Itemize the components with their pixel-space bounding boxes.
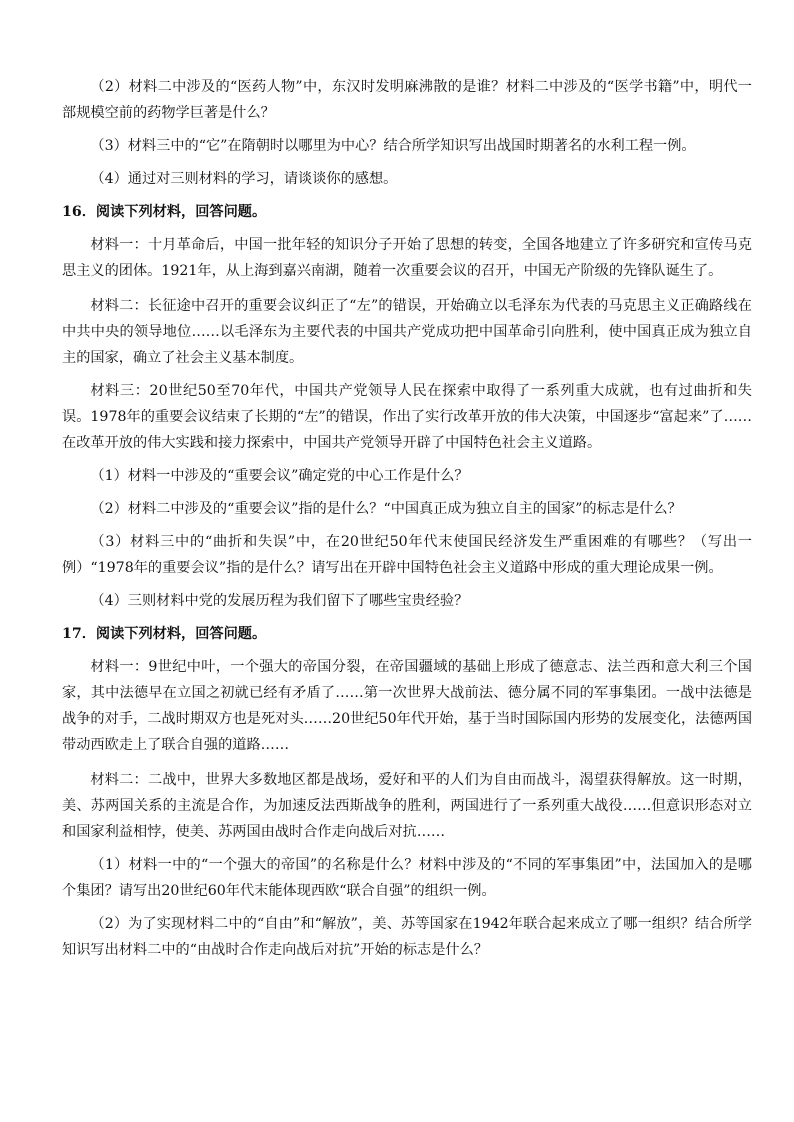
- q16-material-2: 材料二：长征途中召开的重要会议纠正了“左”的错误，开始确立以毛泽东为代表的马克思主义正确路线在中共中央的领导地位……以毛泽东为主要代表的中国共产党成功把中国革命引向胜利，使中国真正成为独立自主的国家，确立了社会主义基本制度。: [62, 298, 752, 366]
- q16-sub1: （1）材料一中涉及的“重要会议”确定党的中心工作是什么？: [90, 468, 469, 484]
- q17-heading: 17．阅读下列材料，回答问题。: [62, 626, 267, 642]
- q16-material-3: 材料三：20世纪50至70年代，中国共产党领导人民在探索中取得了一系列重大成就，也有过曲折和失误。1978年的重要会议结束了长期的“左”的错误，作出了实行改革开放的伟大决策，中国逐步“富起来”了……在改革开放的伟大实践和接力探索中，中国共产党领导开辟了中国特色社会主义道路。: [62, 383, 752, 451]
- q17-material-2: 材料二：二战中，世界大多数地区都是战场，爱好和平的人们为自由而战斗，渴望获得解放。这一时期，美、苏两国关系的主流是合作，为加速反法西斯战争的胜利，两国进行了一系列重大战役……但意识形态对立和国家利益相悖，使美、苏两国由战时合作走向战后对抗……: [62, 772, 752, 840]
- q17-sub2: （2）为了实现材料二中的“自由”和“解放”，美、苏等国家在1942年联合起来成立了哪一组织？结合所学知识写出材料二中的“由战时合作走向战后对抗”开始的标志是什么？: [62, 916, 752, 958]
- q17-sub1: （1）材料一中的“一个强大的帝国”的名称是什么？材料中涉及的“不同的军事集团”中，法国加入的是哪个集团？请写出20世纪60年代末能体现西欧“联合自强”的组织一例。: [62, 857, 752, 899]
- q15-sub3: （3）材料三中的“它”在隋朝时以哪里为中心？结合所学知识写出战国时期著名的水利工程一例。: [90, 138, 696, 154]
- q15-sub2: （2）材料二中涉及的“医药人物”中，东汉时发明麻沸散的是谁？材料二中涉及的“医学书籍”中，明代一部规模空前的药物学巨著是什么？: [62, 79, 752, 121]
- q17-material-1: 材料一：9世纪中叶，一个强大的帝国分裂，在帝国疆域的基础上形成了德意志、法兰西和意大利三个国家，其中法德早在立国之初就已经有矛盾了……第一次世界大战前法、德分属不同的军事集团。一战中法德是战争的对手，二战时期双方也是死对头……20世纪50年代开始，基于当时国际国内形势的发展变化，法德两国带动西欧走上了联合自强的道路……: [62, 659, 753, 753]
- q16-heading: 16．阅读下列材料，回答问题。: [62, 204, 267, 220]
- q16-sub3: （3）材料三中的“曲折和失误”中，在20世纪50年代末使国民经济发生严重困难的有哪些？（写出一例）“1978年的重要会议”指的是什么？请写出在开辟中国特色社会主义道路中形成的重大理论成果一例。: [62, 534, 752, 576]
- q16-sub4: （4）三则材料中党的发展历程为我们留下了哪些宝贵经验？: [90, 593, 469, 609]
- q15-sub4: （4）通过对三则材料的学习，请谈谈你的感想。: [90, 171, 398, 187]
- document-page: [62, 74, 752, 963]
- q16-material-1: 材料一：十月革命后，中国一批年轻的知识分子开始了思想的转变，全国各地建立了许多研究和宣传马克思主义的团体。1921年，从上海到嘉兴南湖，随着一次重要会议的召开，中国无产阶级的先锋队诞生了。: [62, 237, 752, 279]
- q16-sub2: （2）材料二中涉及的“重要会议”指的是什么？“中国真正成为独立自主的国家”的标志是什么？: [90, 501, 682, 517]
